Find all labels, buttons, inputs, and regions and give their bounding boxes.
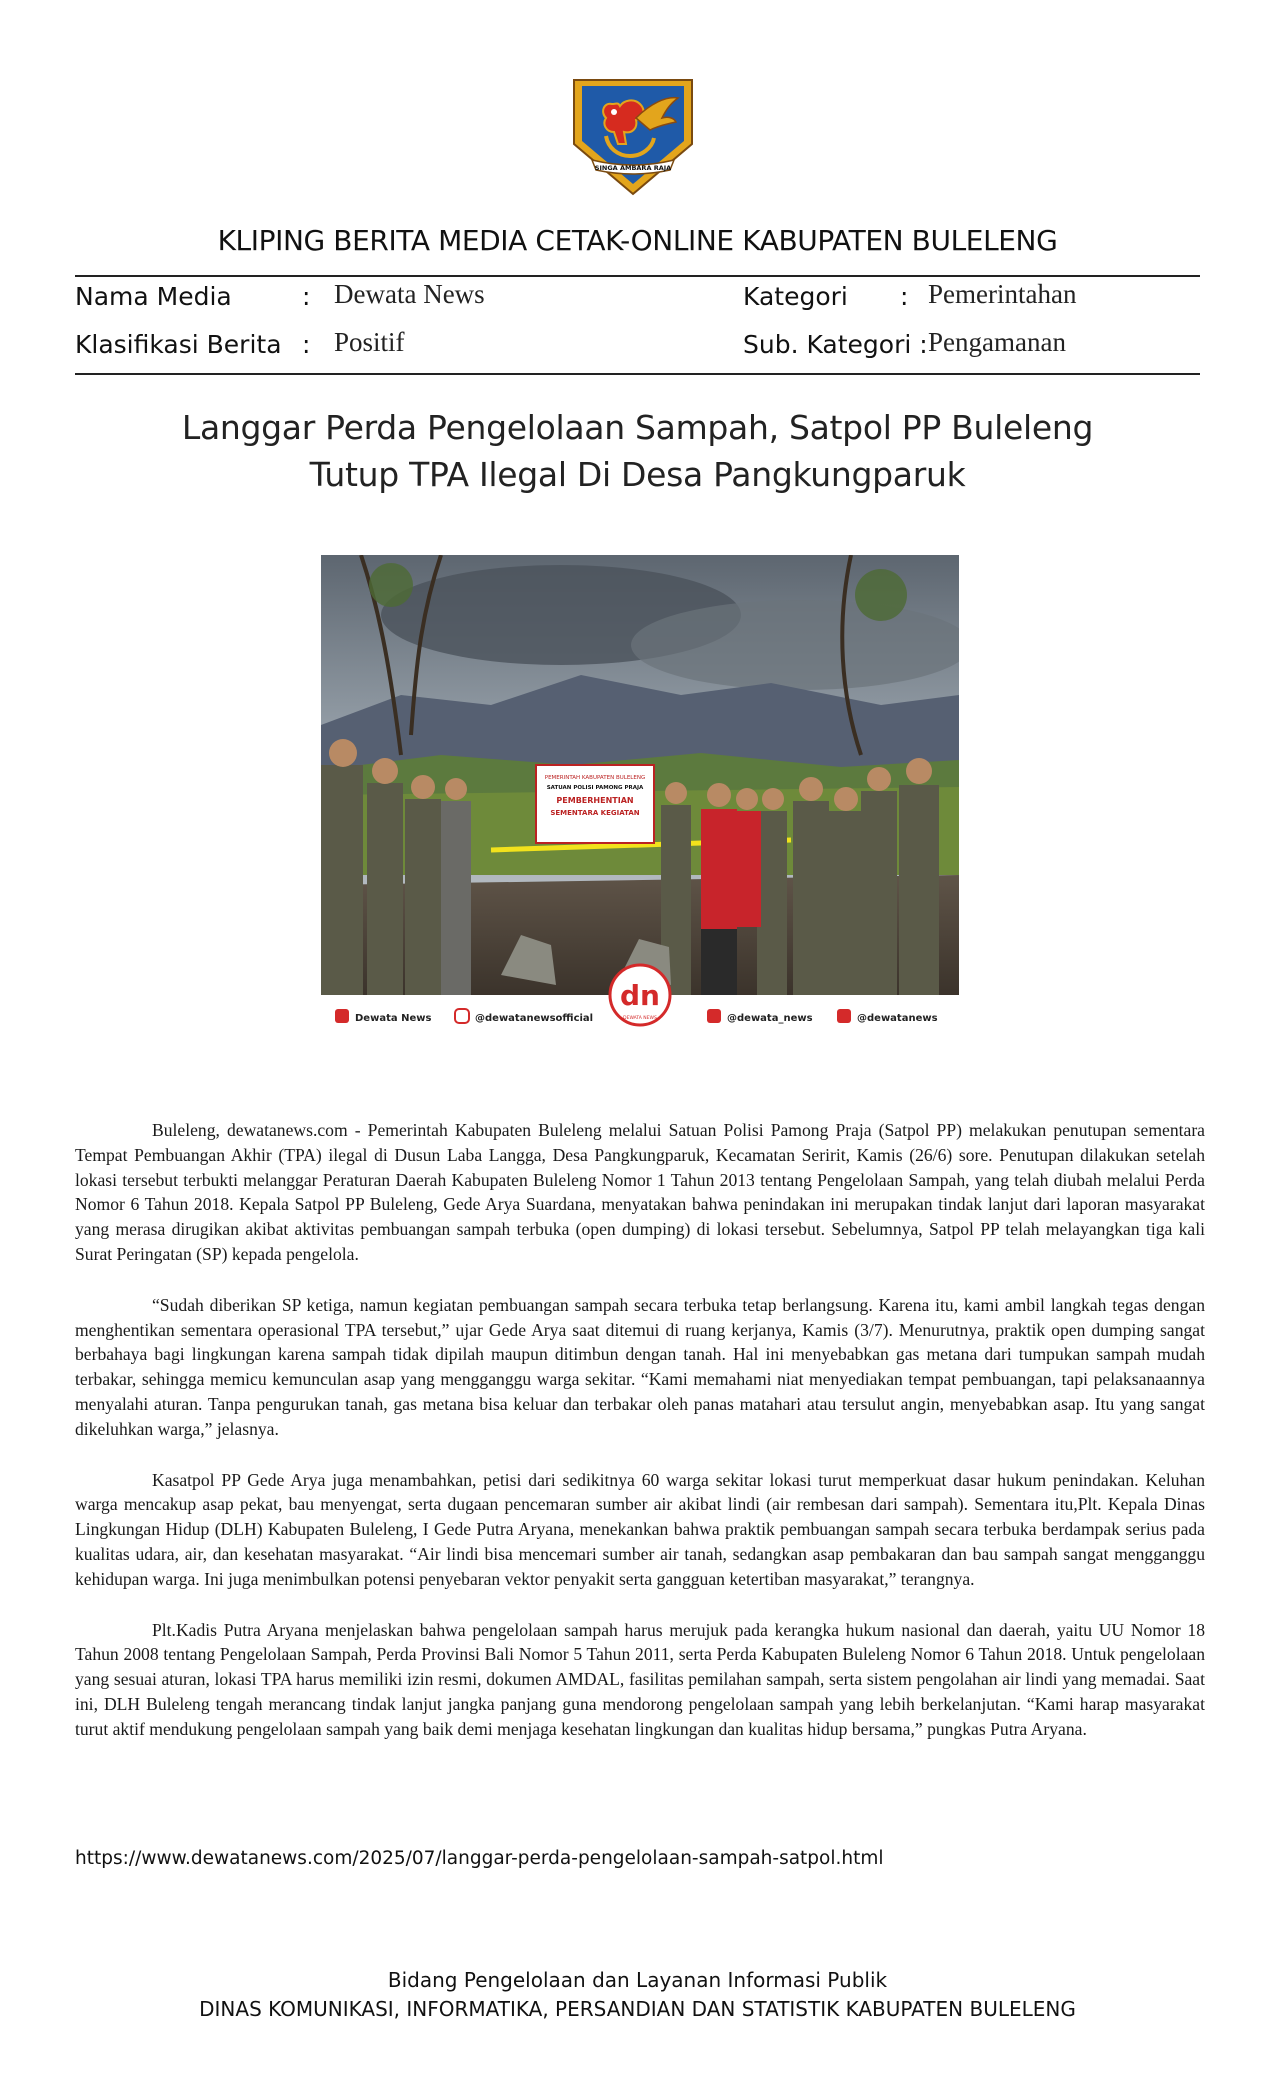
facebook-icon [335, 1009, 349, 1023]
social-twitter: @dewata_news [727, 1013, 813, 1024]
article-title-line-1: Langgar Perda Pengelolaan Sampah, Satpol PP Buleleng [181, 408, 1094, 447]
article-photo [321, 555, 959, 1038]
classification-label: Klasifikasi Berita [75, 330, 282, 359]
media-name-value: Dewata News [334, 279, 485, 309]
category-label: Kategori [743, 282, 848, 311]
subcategory-value: Pengamanan [928, 327, 1066, 357]
article-title-line-2: Tutup TPA Ilegal Di Desa Pangkungparuk [309, 455, 966, 494]
header-divider-top [75, 275, 1200, 277]
article-paragraph-3: Kasatpol PP Gede Arya juga menambahkan, petisi dari sedikitnya 60 warga sekitar lokasi turut memperkuat dasar hukum penindakan. Keluhan warga mencakup asap pekat, bau menyengat, serta dugaan pencemaran sumber air akibat lindi (air rembesan dari sampah). Sementara itu,Plt. Kepala Dinas Lingkungan Hidup (DLH) Kabupaten Buleleng, I Gede Putra Aryana, menekankan bahwa praktik pembuangan sampah secara terbuka berdampak serius pada kualitas udara, air, dan kesehatan masyarakat. “Air lindi bisa mencemari sumber air tanah, sedangkan asap pembakaran dan bau sampah sangat mengganggu kehidupan warga. Ini juga menimbulkan potensi penyebaran vektor penyakit serta gangguan ketertiban masyarakat,” terangnya. [75, 1469, 1205, 1589]
brand-caption: DEWATA NEWS [623, 1016, 657, 1021]
sign-line-4: SEMENTARA KEGIATAN [550, 809, 640, 817]
media-name-label: Nama Media [75, 282, 232, 311]
emblem-motto: SINGA AMBARA RAJA [594, 164, 672, 172]
sign-line-2: SATUAN POLISI PAMONG PRAJA [546, 785, 644, 791]
social-facebook: Dewata News [355, 1013, 432, 1024]
media-name-colon: : [302, 282, 311, 311]
sign-line-1: PEMERINTAH KABUPATEN BULELENG [544, 775, 646, 781]
article-title [100, 404, 1175, 498]
header-divider-bottom [75, 373, 1200, 375]
subcategory-label: Sub. Kategori : [743, 330, 928, 359]
article-paragraph-4: Plt.Kadis Putra Aryana menjelaskan bahwa pengelolaan sampah harus merujuk pada kerangka hukum nasional dan daerah, yaitu UU Nomor 18 Tahun 2008 tentang Pengelolaan Sampah, Perda Provinsi Bali Nomor 5 Tahun 2011, serta Perda Kabupaten Buleleng Nomor 6 Tahun 2018. Untuk pengelolaan yang sesuai aturan, lokasi TPA harus memiliki izin resmi, dokumen AMDAL, fasilitas pemilahan sampah, serta sistem pengolahan air lindi yang memadai. Saat ini, DLH Buleleng tengah merancang tindak lanjut jangka panjang guna mendorong pengelolaan sampah yang lebih berkelanjutan. “Kami harap masyarakat turut aktif mendukung pengelolaan sampah yang baik demi menjaga kesehatan lingkungan dan kualitas hidup bersama,” pungkas Putra Aryana. [75, 1619, 1205, 1739]
footer-division: Bidang Pengelolaan dan Layanan Informasi Publik [387, 1968, 888, 1992]
article-paragraph-1: Buleleng, dewatanews.com - Pemerintah Kabupaten Buleleng melalui Satuan Polisi Pamong Praja (Satpol PP) melakukan penutupan sementara Tempat Pembuangan Akhir (TPA) ilegal di Dusun Laba Langga, Desa Pangkungparuk, Kecamatan Seririt, Kamis (26/6) sore. Penutupan dilakukan setelah lokasi tersebut terbukti melanggar Peraturan Daerah Kabupaten Buleleng Nomor 1 Tahun 2013 tentang Pengelolaan Sampah, yang telah diubah melalui Perda Nomor 6 Tahun 2018. Kepala Satpol PP Buleleng, Gede Arya Suardana, menyatakan bahwa penindakan ini merupakan tindak lanjut dari laporan masyarakat yang merasa dirugikan akibat aktivitas pembuangan sampah terbuka (open dumping) di lokasi tersebut. Sebelumnya, Satpol PP telah melayangkan tiga kali Surat Peringatan (SP) kepada pengelola. [75, 1120, 1205, 1264]
tiktok-icon [837, 1009, 851, 1023]
category-value: Pemerintahan [928, 279, 1077, 309]
social-instagram: @dewatanewsofficial [475, 1013, 594, 1024]
source-url: https://www.dewatanews.com/2025/07/langgar-perda-pengelolaan-sampah-satpol.html [75, 1848, 884, 1869]
footer-agency: DINAS KOMUNIKASI, INFORMATIKA, PERSANDIAN DAN STATISTIK KABUPATEN BULELENG [199, 1997, 1076, 2021]
social-tiktok: @dewatanews [857, 1013, 938, 1024]
clipping-header-title: KLIPING BERITA MEDIA CETAK-ONLINE KABUPATEN BULELENG [217, 224, 1058, 257]
article-paragraph-2: “Sudah diberikan SP ketiga, namun kegiatan pembuangan sampah secara terbuka tetap berlangsung. Karena itu, kami ambil langkah tegas dengan menghentikan sementara operasional TPA tersebut,” ujar Gede Arya saat ditemui di ruang kerjanya, Kamis (3/7). Menurutnya, praktik open dumping sangat berbahaya bagi lingkungan karena sampah tidak dipilah maupun ditimbun dengan tanah. Hal ini menyebabkan gas metana dari tumpukan sampah mudah terbakar, sehingga memicu kemunculan asap yang mengganggu warga sekitar. “Kami memahami niat menyediakan tempat pembuangan, tapi pelaksanaannya menyalahi aturan. Tanpa pengurukan tanah, gas metana bisa keluar dan terbakar oleh panas matahari atau tersulut angin, menyebabkan asap. Itu yang sangat dikeluhkan warga,” jelasnya. [75, 1294, 1205, 1439]
twitter-icon [707, 1009, 721, 1023]
category-colon: : [900, 282, 909, 311]
brand-mark: dn [620, 979, 660, 1012]
buleleng-regency-emblem [566, 74, 700, 198]
classification-value: Positif [334, 327, 405, 357]
classification-colon: : [302, 330, 311, 359]
sign-line-3: PEMBERHENTIAN [556, 796, 634, 805]
article-body [75, 1118, 1205, 1768]
